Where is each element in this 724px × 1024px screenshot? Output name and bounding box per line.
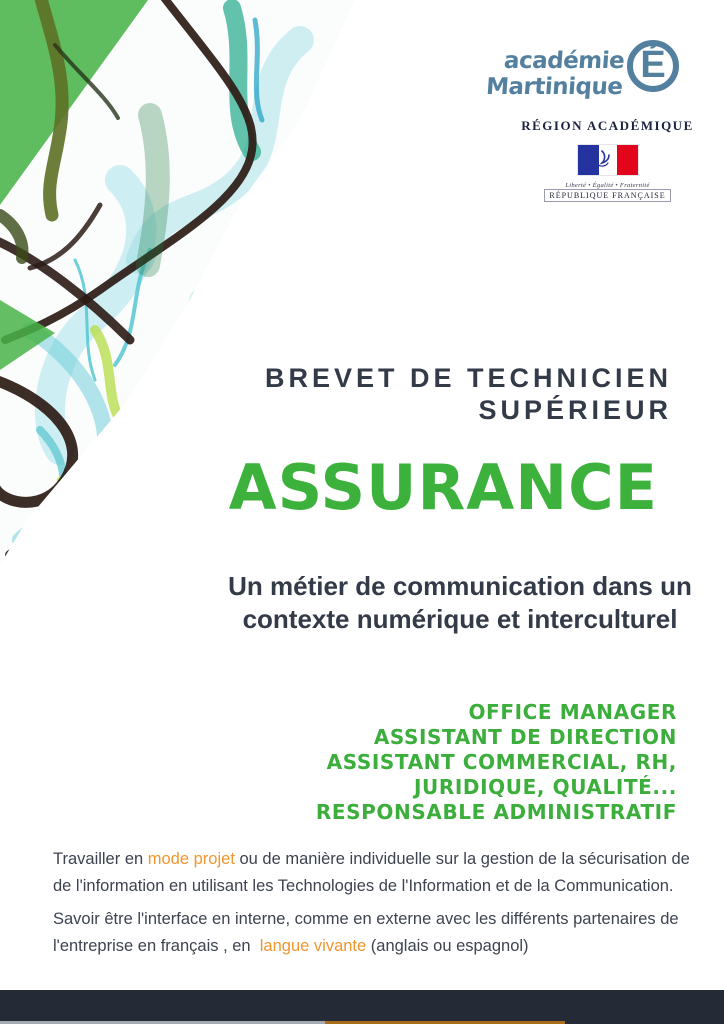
academy-logo-block xyxy=(484,40,715,200)
footer-bar xyxy=(0,990,724,1024)
academy-e-circle-icon xyxy=(627,40,679,92)
paragraph-text: Savoir être l'interface en interne, comme en externe avec les différents partenaires de l'entreprise en français , en xyxy=(53,910,684,955)
marianne-profile-icon xyxy=(592,149,624,171)
job-role-item: ASSISTANT COMMERCIAL, RH, xyxy=(326,750,677,774)
job-role-item: ASSISTANT DE DIRECTION xyxy=(373,725,677,749)
republic-motto: Liberté • Égalité • Fraternité xyxy=(565,182,650,189)
paragraph-text: Travailler en xyxy=(53,850,148,868)
highlighted-phrase: mode projet xyxy=(147,850,235,868)
republique-francaise-label: RÉPUBLIQUE FRANÇAISE xyxy=(500,191,715,200)
job-role-item: OFFICE MANAGER xyxy=(468,700,677,724)
paragraph-text: (anglais ou espagnol) xyxy=(366,936,529,955)
highlighted-phrase: langue vivante xyxy=(259,936,367,955)
job-role-item: RESPONSABLE ADMINISTRATIF xyxy=(315,800,677,824)
paragraph-text: ou de manière individuelle sur la gestion de la sécurisation de de l'information en utilisant les Technologies de l'Information et de la Communication. xyxy=(53,850,695,895)
republique-francaise-logo xyxy=(500,145,715,200)
diploma-title-line1: BREVET DE TECHNICIEN xyxy=(264,363,672,393)
description-paragraph-2 xyxy=(53,906,703,959)
french-flag-icon xyxy=(578,145,638,175)
region-academique-label: RÉGION ACADÉMIQUE xyxy=(521,118,694,133)
job-roles-list xyxy=(316,700,677,825)
job-role-item: JURIDIQUE, QUALITÉ... xyxy=(413,775,677,799)
program-subtitle: Un métier de communication dans un contexte numérique et interculturel xyxy=(228,571,692,634)
academy-name xyxy=(485,48,625,100)
diploma-title-line2: SUPÉRIEUR xyxy=(478,395,672,425)
academy-name-line2: Martinique xyxy=(484,74,623,100)
academy-name-line1: académie xyxy=(502,48,625,74)
diploma-title xyxy=(265,362,672,426)
program-name: ASSURANCE xyxy=(228,451,658,524)
academy-logo xyxy=(484,40,715,112)
academy-initial: É xyxy=(640,43,666,86)
description-paragraph-1 xyxy=(53,846,703,899)
